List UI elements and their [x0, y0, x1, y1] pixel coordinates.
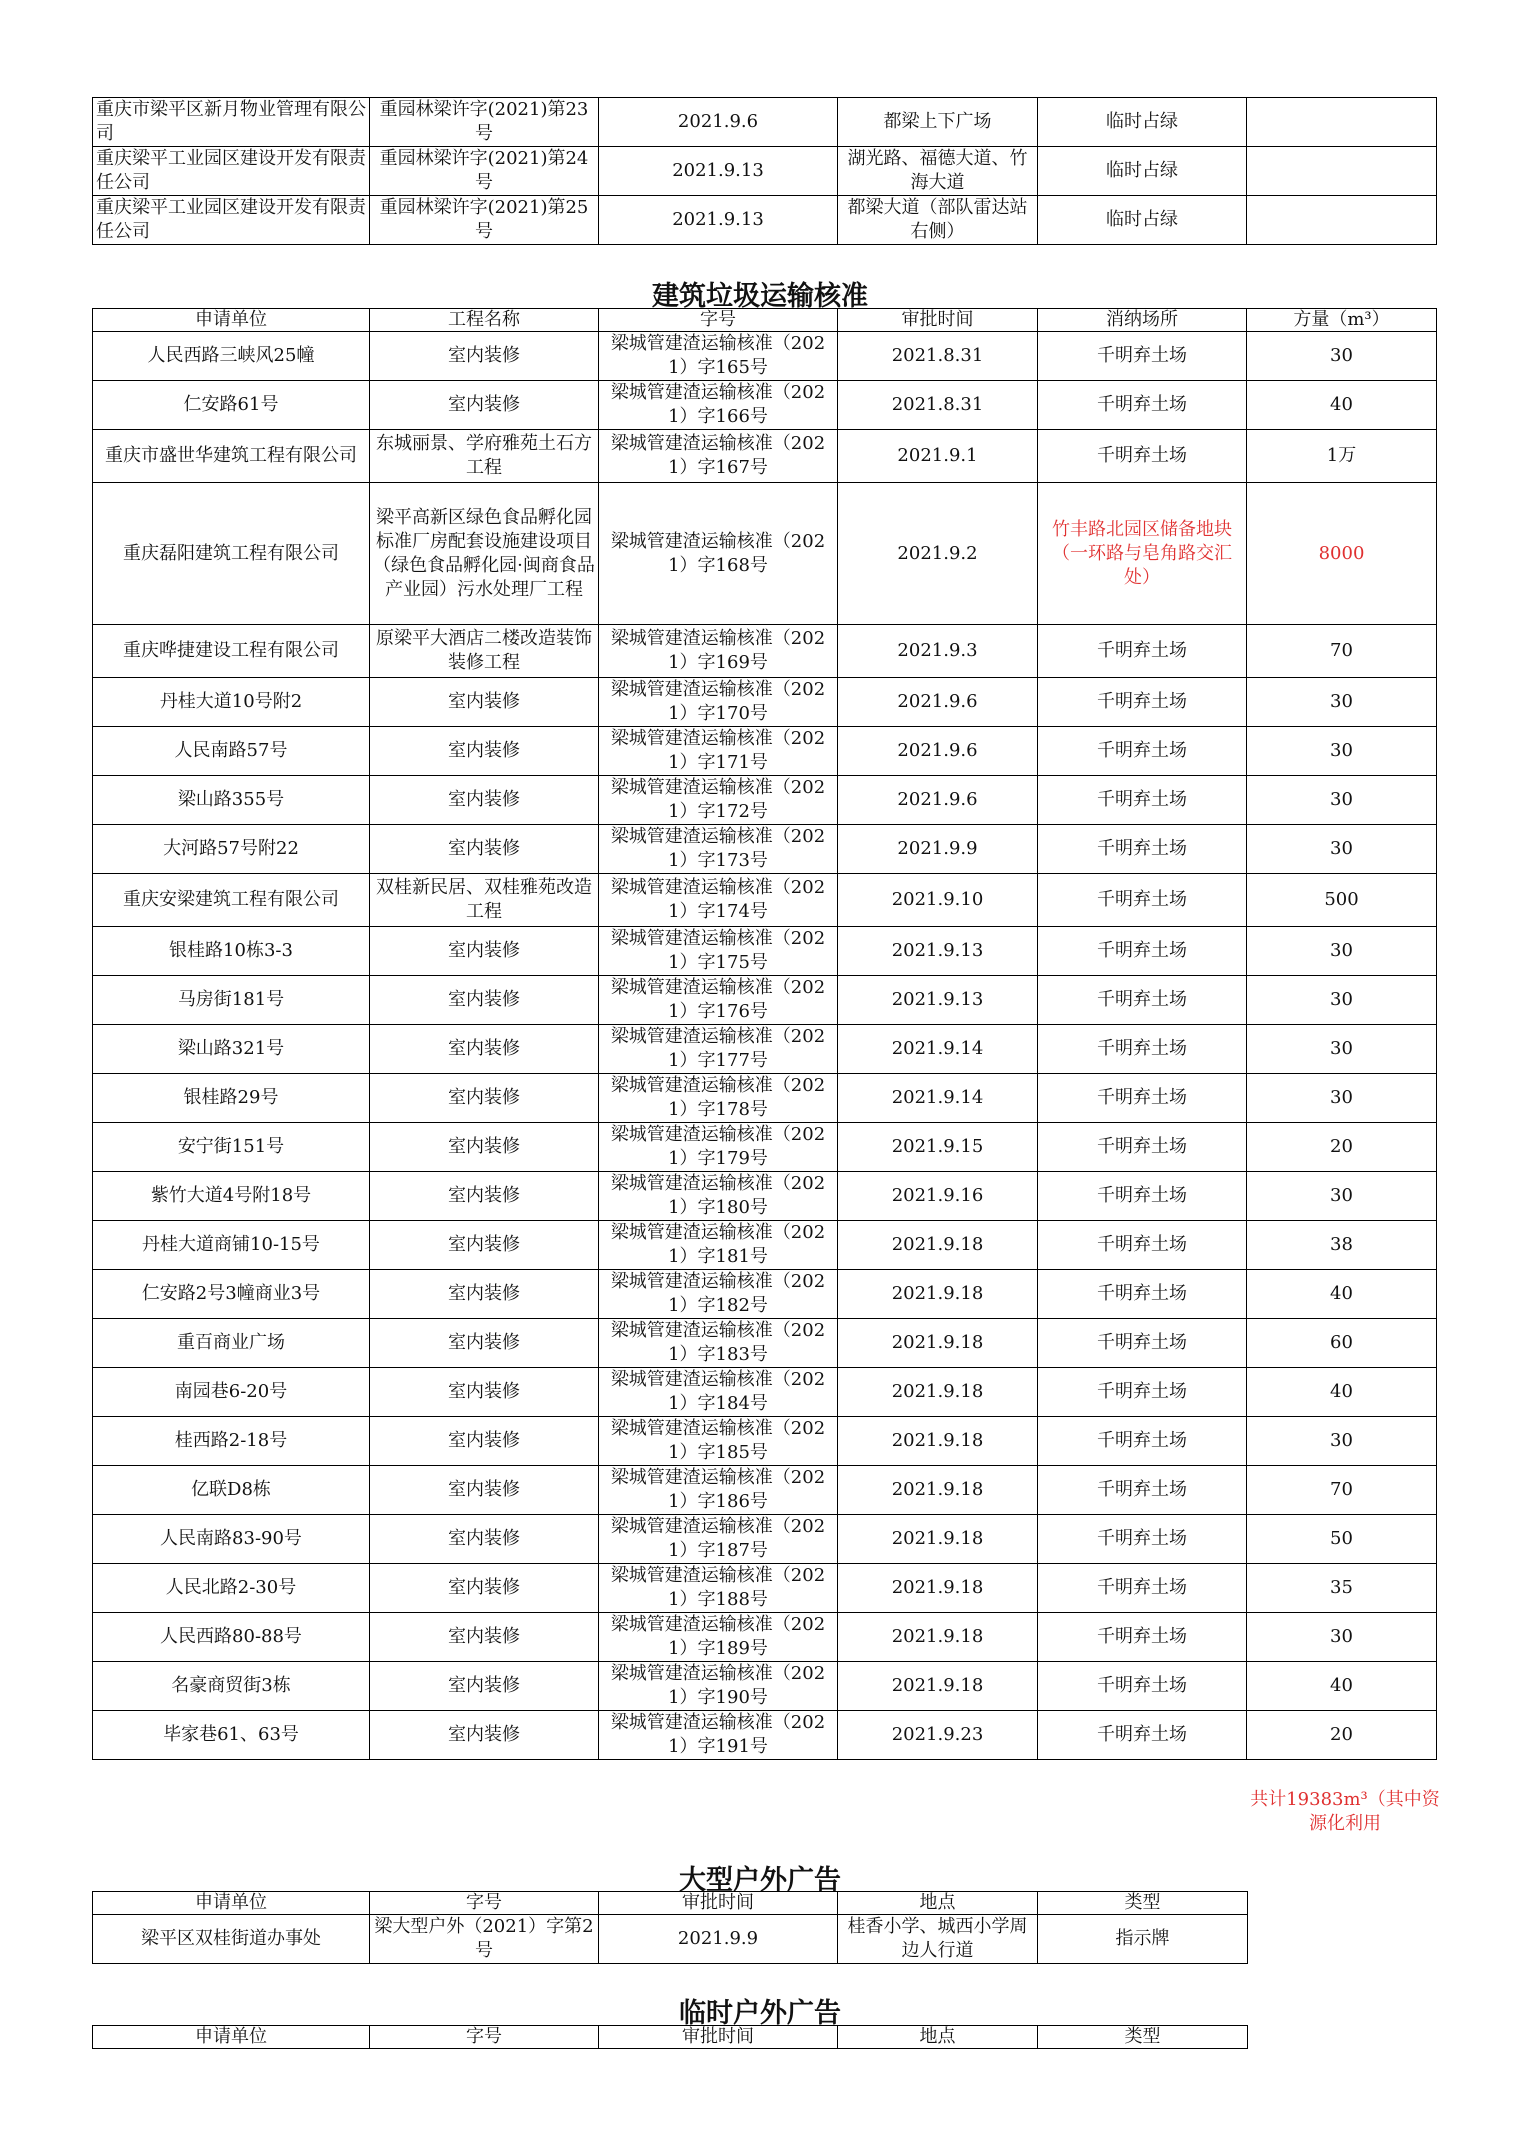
- table-row: [93, 1515, 1437, 1564]
- date-cell: 2021.9.18: [838, 1270, 1038, 1319]
- table-row: [93, 1915, 1248, 1964]
- unit-cell: 重庆哗捷建设工程有限公司: [93, 625, 370, 678]
- table-row: [93, 1074, 1437, 1123]
- project-cell: 原梁平大酒店二楼改造装饰装修工程: [370, 625, 599, 678]
- waste-section-title: 建筑垃圾运输核准: [652, 281, 868, 312]
- unit-cell: 马房街181号: [93, 976, 370, 1025]
- date-cell: 2021.9.15: [838, 1123, 1038, 1172]
- date-cell: 2021.9.18: [838, 1466, 1038, 1515]
- permit-cell: 梁城管建渣运输核准（2021）字173号: [599, 825, 838, 874]
- date-cell: 2021.9.14: [838, 1074, 1038, 1123]
- table-row: [93, 98, 1437, 147]
- table-row: [93, 727, 1437, 776]
- date-cell: 2021.9.10: [838, 874, 1038, 927]
- permit-cell: 梁大型户外（2021）字第2号: [370, 1915, 599, 1964]
- permit-cell: 梁城管建渣运输核准（2021）字189号: [599, 1613, 838, 1662]
- project-cell: 室内装修: [370, 1417, 599, 1466]
- project-cell: 室内装修: [370, 678, 599, 727]
- header-cell: 类型: [1038, 1892, 1248, 1915]
- place-cell: 桂香小学、城西小学周边人行道: [838, 1915, 1038, 1964]
- site-cell: 千明弃土场: [1038, 1221, 1247, 1270]
- project-cell: 室内装修: [370, 976, 599, 1025]
- volume-cell: 30: [1247, 1172, 1437, 1221]
- unit-cell: 仁安路2号3幢商业3号: [93, 1270, 370, 1319]
- header-cell: 字号: [599, 309, 838, 332]
- total-volume-note: 共计19383m³（其中资源化利用: [1250, 1789, 1440, 1834]
- site-cell: 千明弃土场: [1038, 776, 1247, 825]
- volume-cell: 20: [1247, 1123, 1437, 1172]
- site-cell: 千明弃土场: [1038, 1123, 1247, 1172]
- permit-cell: 梁城管建渣运输核准（2021）字176号: [599, 976, 838, 1025]
- project-cell: 室内装修: [370, 1270, 599, 1319]
- date-cell: 2021.9.3: [838, 625, 1038, 678]
- type-cell: 临时占绿: [1038, 196, 1247, 245]
- unit-cell: 人民西路三峡风25幢: [93, 332, 370, 381]
- project-cell: 室内装修: [370, 1564, 599, 1613]
- date-cell: 2021.9.14: [838, 1025, 1038, 1074]
- project-cell: 室内装修: [370, 927, 599, 976]
- permit-cell: 梁城管建渣运输核准（2021）字166号: [599, 381, 838, 430]
- date-cell: 2021.9.18: [838, 1662, 1038, 1711]
- header-cell: 申请单位: [93, 2026, 370, 2049]
- site-cell: 千明弃土场: [1038, 1074, 1247, 1123]
- permit-cell: 梁城管建渣运输核准（2021）字167号: [599, 430, 838, 483]
- permit-cell: 梁城管建渣运输核准（2021）字191号: [599, 1711, 838, 1760]
- header-cell: 审批时间: [599, 1892, 838, 1915]
- table-row: [93, 927, 1437, 976]
- unit-cell: 重庆市盛世华建筑工程有限公司: [93, 430, 370, 483]
- site-cell: 千明弃土场: [1038, 727, 1247, 776]
- volume-cell: 30: [1247, 776, 1437, 825]
- note-cell: [1247, 147, 1437, 196]
- volume-cell: 70: [1247, 1466, 1437, 1515]
- note-cell: [1247, 98, 1437, 147]
- volume-cell: 20: [1247, 1711, 1437, 1760]
- date-cell: 2021.9.9: [599, 1915, 838, 1964]
- date-cell: 2021.9.18: [838, 1515, 1038, 1564]
- permit-cell: 梁城管建渣运输核准（2021）字177号: [599, 1025, 838, 1074]
- site-cell: 千明弃土场: [1038, 927, 1247, 976]
- large-ad-table: [92, 1891, 1248, 1964]
- place-cell: 都梁大道（部队雷达站右侧）: [838, 196, 1038, 245]
- table-row: [93, 147, 1437, 196]
- project-cell: 室内装修: [370, 825, 599, 874]
- permit-cell: 梁城管建渣运输核准（2021）字175号: [599, 927, 838, 976]
- date-cell: 2021.9.13: [599, 196, 838, 245]
- volume-cell: 30: [1247, 927, 1437, 976]
- site-cell: 千明弃土场: [1038, 1270, 1247, 1319]
- table-row: [93, 1368, 1437, 1417]
- header-cell: 地点: [838, 2026, 1038, 2049]
- unit-cell: 毕家巷61、63号: [93, 1711, 370, 1760]
- date-cell: 2021.9.6: [838, 727, 1038, 776]
- site-cell: 千明弃土场: [1038, 625, 1247, 678]
- unit-cell: 银桂路10栋3-3: [93, 927, 370, 976]
- type-cell: 指示牌: [1038, 1915, 1248, 1964]
- unit-cell: 桂西路2-18号: [93, 1417, 370, 1466]
- date-cell: 2021.9.1: [838, 430, 1038, 483]
- volume-cell: 30: [1247, 678, 1437, 727]
- table-row: [93, 1613, 1437, 1662]
- unit-cell: 名豪商贸街3栋: [93, 1662, 370, 1711]
- permit-cell: 梁城管建渣运输核准（2021）字179号: [599, 1123, 838, 1172]
- green-occupation-table: [92, 97, 1437, 245]
- date-cell: 2021.9.23: [838, 1711, 1038, 1760]
- permit-cell: 梁城管建渣运输核准（2021）字180号: [599, 1172, 838, 1221]
- table-row: [93, 430, 1437, 483]
- volume-cell: 30: [1247, 1025, 1437, 1074]
- project-cell: 室内装修: [370, 1613, 599, 1662]
- unit-cell: 丹桂大道10号附2: [93, 678, 370, 727]
- site-cell: 千明弃土场: [1038, 678, 1247, 727]
- permit-cell: 梁城管建渣运输核准（2021）字178号: [599, 1074, 838, 1123]
- volume-cell: 30: [1247, 332, 1437, 381]
- date-cell: 2021.9.16: [838, 1172, 1038, 1221]
- site-cell: 千明弃土场: [1038, 976, 1247, 1025]
- volume-cell: 500: [1247, 874, 1437, 927]
- unit-cell: 人民北路2-30号: [93, 1564, 370, 1613]
- site-cell: 千明弃土场: [1038, 1515, 1247, 1564]
- permit-cell: 重园林梁许字(2021)第24号: [370, 147, 599, 196]
- table-row: [93, 1123, 1437, 1172]
- date-cell: 2021.9.13: [838, 927, 1038, 976]
- volume-cell: 30: [1247, 1613, 1437, 1662]
- header-cell: 地点: [838, 1892, 1038, 1915]
- site-cell: 千明弃土场: [1038, 1466, 1247, 1515]
- permit-cell: 梁城管建渣运输核准（2021）字182号: [599, 1270, 838, 1319]
- permit-cell: 梁城管建渣运输核准（2021）字171号: [599, 727, 838, 776]
- project-cell: 室内装修: [370, 776, 599, 825]
- temp-ad-section-title: 临时户外广告: [679, 1998, 841, 2029]
- place-cell: 都梁上下广场: [838, 98, 1038, 147]
- table-row: [93, 776, 1437, 825]
- header-cell: 申请单位: [93, 1892, 370, 1915]
- permit-cell: 梁城管建渣运输核准（2021）字170号: [599, 678, 838, 727]
- project-cell: 室内装修: [370, 1123, 599, 1172]
- permit-cell: 梁城管建渣运输核准（2021）字183号: [599, 1319, 838, 1368]
- project-cell: 室内装修: [370, 1172, 599, 1221]
- permit-cell: 梁城管建渣运输核准（2021）字169号: [599, 625, 838, 678]
- waste-transport-table: [92, 308, 1437, 1760]
- project-cell: 室内装修: [370, 1319, 599, 1368]
- volume-cell: 1万: [1247, 430, 1437, 483]
- permit-cell: 梁城管建渣运输核准（2021）字165号: [599, 332, 838, 381]
- project-cell: 室内装修: [370, 332, 599, 381]
- volume-cell: 30: [1247, 727, 1437, 776]
- permit-cell: 梁城管建渣运输核准（2021）字168号: [599, 483, 838, 625]
- table-row: [93, 332, 1437, 381]
- date-cell: 2021.9.18: [838, 1319, 1038, 1368]
- date-cell: 2021.8.31: [838, 332, 1038, 381]
- site-cell: 千明弃土场: [1038, 1564, 1247, 1613]
- permit-cell: 梁城管建渣运输核准（2021）字184号: [599, 1368, 838, 1417]
- volume-cell: 35: [1247, 1564, 1437, 1613]
- table-row: [93, 1662, 1437, 1711]
- unit-cell: 梁山路321号: [93, 1025, 370, 1074]
- permit-cell: 梁城管建渣运输核准（2021）字187号: [599, 1515, 838, 1564]
- project-cell: 室内装修: [370, 727, 599, 776]
- unit-cell: 重庆市梁平区新月物业管理有限公司: [93, 98, 370, 147]
- table-row: [93, 678, 1437, 727]
- volume-cell: 30: [1247, 1417, 1437, 1466]
- unit-cell: 仁安路61号: [93, 381, 370, 430]
- site-cell: 竹丰路北园区储备地块（一环路与皂角路交汇处）: [1038, 483, 1247, 625]
- unit-cell: 亿联D8栋: [93, 1466, 370, 1515]
- header-cell: 审批时间: [599, 2026, 838, 2049]
- volume-cell: 8000: [1247, 483, 1437, 625]
- site-cell: 千明弃土场: [1038, 1417, 1247, 1466]
- type-cell: 临时占绿: [1038, 98, 1247, 147]
- permit-cell: 重园林梁许字(2021)第25号: [370, 196, 599, 245]
- unit-cell: 安宁街151号: [93, 1123, 370, 1172]
- site-cell: 千明弃土场: [1038, 825, 1247, 874]
- project-cell: 室内装修: [370, 1662, 599, 1711]
- volume-cell: 60: [1247, 1319, 1437, 1368]
- site-cell: 千明弃土场: [1038, 381, 1247, 430]
- table-row: [93, 1172, 1437, 1221]
- unit-cell: 梁山路355号: [93, 776, 370, 825]
- header-cell: 类型: [1038, 2026, 1248, 2049]
- unit-cell: 重庆梁平工业园区建设开发有限责任公司: [93, 147, 370, 196]
- permit-cell: 梁城管建渣运输核准（2021）字174号: [599, 874, 838, 927]
- unit-cell: 人民西路80-88号: [93, 1613, 370, 1662]
- unit-cell: 重百商业广场: [93, 1319, 370, 1368]
- waste-header-row: [93, 309, 1437, 332]
- unit-cell: 重庆梁平工业园区建设开发有限责任公司: [93, 196, 370, 245]
- table-row: [93, 1417, 1437, 1466]
- header-cell: 字号: [370, 1892, 599, 1915]
- project-cell: 室内装修: [370, 381, 599, 430]
- date-cell: 2021.8.31: [838, 381, 1038, 430]
- project-cell: 室内装修: [370, 1711, 599, 1760]
- table-row: [93, 625, 1437, 678]
- header-cell: 方量（m³）: [1247, 309, 1437, 332]
- date-cell: 2021.9.13: [838, 976, 1038, 1025]
- large-ad-header-row: [93, 1892, 1248, 1915]
- table-row: [93, 1711, 1437, 1760]
- project-cell: 室内装修: [370, 1074, 599, 1123]
- site-cell: 千明弃土场: [1038, 1025, 1247, 1074]
- header-cell: 消纳场所: [1038, 309, 1247, 332]
- volume-cell: 30: [1247, 976, 1437, 1025]
- project-cell: 室内装修: [370, 1466, 599, 1515]
- date-cell: 2021.9.18: [838, 1417, 1038, 1466]
- project-cell: 梁平高新区绿色食品孵化园标准厂房配套设施建设项目（绿色食品孵化园·闽商食品产业园）污水处理厂工程: [370, 483, 599, 625]
- table-row: [93, 825, 1437, 874]
- permit-cell: 梁城管建渣运输核准（2021）字172号: [599, 776, 838, 825]
- site-cell: 千明弃土场: [1038, 1368, 1247, 1417]
- volume-cell: 40: [1247, 381, 1437, 430]
- volume-cell: 50: [1247, 1515, 1437, 1564]
- date-cell: 2021.9.18: [838, 1368, 1038, 1417]
- table-row: [93, 381, 1437, 430]
- volume-cell: 30: [1247, 1074, 1437, 1123]
- place-cell: 湖光路、福德大道、竹海大道: [838, 147, 1038, 196]
- unit-cell: 梁平区双桂街道办事处: [93, 1915, 370, 1964]
- table-row: [93, 1270, 1437, 1319]
- permit-cell: 重园林梁许字(2021)第23号: [370, 98, 599, 147]
- date-cell: 2021.9.2: [838, 483, 1038, 625]
- large-ad-section-title: 大型户外广告: [679, 1865, 841, 1896]
- volume-cell: 30: [1247, 825, 1437, 874]
- permit-cell: 梁城管建渣运输核准（2021）字181号: [599, 1221, 838, 1270]
- temp-ad-table: [92, 2025, 1248, 2049]
- volume-cell: 40: [1247, 1270, 1437, 1319]
- table-row: [93, 1564, 1437, 1613]
- date-cell: 2021.9.6: [599, 98, 838, 147]
- date-cell: 2021.9.6: [838, 776, 1038, 825]
- header-cell: 审批时间: [838, 309, 1038, 332]
- project-cell: 室内装修: [370, 1515, 599, 1564]
- table-row: [93, 1319, 1437, 1368]
- unit-cell: 南园巷6-20号: [93, 1368, 370, 1417]
- volume-cell: 40: [1247, 1368, 1437, 1417]
- site-cell: 千明弃土场: [1038, 1711, 1247, 1760]
- temp-ad-header-row: [93, 2026, 1248, 2049]
- type-cell: 临时占绿: [1038, 147, 1247, 196]
- project-cell: 东城丽景、学府雅苑土石方工程: [370, 430, 599, 483]
- volume-cell: 38: [1247, 1221, 1437, 1270]
- unit-cell: 丹桂大道商铺10-15号: [93, 1221, 370, 1270]
- date-cell: 2021.9.13: [599, 147, 838, 196]
- table-row: [93, 483, 1437, 625]
- site-cell: 千明弃土场: [1038, 874, 1247, 927]
- unit-cell: 人民南路83-90号: [93, 1515, 370, 1564]
- table-row: [93, 874, 1437, 927]
- project-cell: 室内装修: [370, 1368, 599, 1417]
- project-cell: 室内装修: [370, 1221, 599, 1270]
- date-cell: 2021.9.18: [838, 1221, 1038, 1270]
- permit-cell: 梁城管建渣运输核准（2021）字186号: [599, 1466, 838, 1515]
- unit-cell: 人民南路57号: [93, 727, 370, 776]
- unit-cell: 紫竹大道4号附18号: [93, 1172, 370, 1221]
- header-cell: 字号: [370, 2026, 599, 2049]
- table-row: [93, 1221, 1437, 1270]
- volume-cell: 40: [1247, 1662, 1437, 1711]
- project-cell: 室内装修: [370, 1025, 599, 1074]
- date-cell: 2021.9.9: [838, 825, 1038, 874]
- table-row: [93, 196, 1437, 245]
- header-cell: 申请单位: [93, 309, 370, 332]
- unit-cell: 大河路57号附22: [93, 825, 370, 874]
- site-cell: 千明弃土场: [1038, 1172, 1247, 1221]
- unit-cell: 银桂路29号: [93, 1074, 370, 1123]
- permit-cell: 梁城管建渣运输核准（2021）字185号: [599, 1417, 838, 1466]
- table-row: [93, 1466, 1437, 1515]
- site-cell: 千明弃土场: [1038, 430, 1247, 483]
- table-row: [93, 1025, 1437, 1074]
- unit-cell: 重庆磊阳建筑工程有限公司: [93, 483, 370, 625]
- volume-cell: 70: [1247, 625, 1437, 678]
- permit-cell: 梁城管建渣运输核准（2021）字190号: [599, 1662, 838, 1711]
- date-cell: 2021.9.18: [838, 1564, 1038, 1613]
- note-cell: [1247, 196, 1437, 245]
- site-cell: 千明弃土场: [1038, 332, 1247, 381]
- unit-cell: 重庆安梁建筑工程有限公司: [93, 874, 370, 927]
- header-cell: 工程名称: [370, 309, 599, 332]
- date-cell: 2021.9.6: [838, 678, 1038, 727]
- date-cell: 2021.9.18: [838, 1613, 1038, 1662]
- site-cell: 千明弃土场: [1038, 1613, 1247, 1662]
- table-row: [93, 976, 1437, 1025]
- site-cell: 千明弃土场: [1038, 1319, 1247, 1368]
- site-cell: 千明弃土场: [1038, 1662, 1247, 1711]
- project-cell: 双桂新民居、双桂雅苑改造工程: [370, 874, 599, 927]
- permit-cell: 梁城管建渣运输核准（2021）字188号: [599, 1564, 838, 1613]
